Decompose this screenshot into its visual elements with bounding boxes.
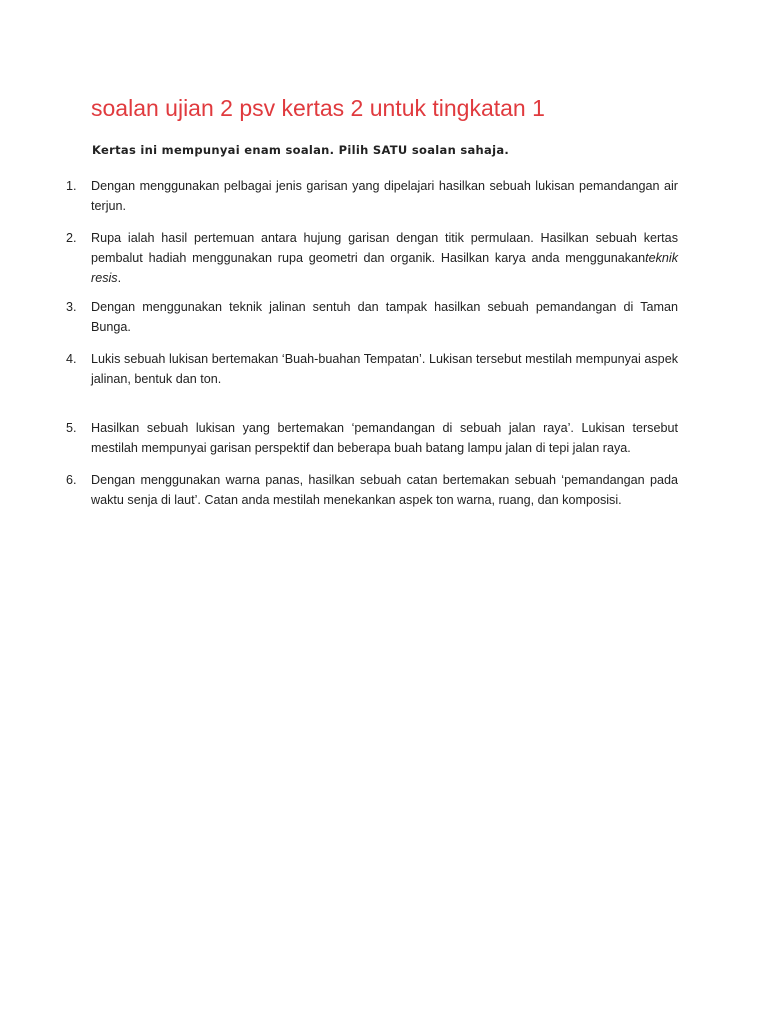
question-number: 3.	[66, 300, 77, 314]
question-number: 1.	[66, 179, 77, 193]
question-text: Dengan menggunakan pelbagai jenis garisan yang dipelajari hasilkan sebuah lukisan pemandangan air terjun.	[91, 179, 678, 213]
question-text: Dengan menggunakan teknik jalinan sentuh dan tampak hasilkan sebuah pemandangan di Taman Bunga.	[91, 300, 678, 334]
question-item-2	[66, 228, 678, 288]
question-text-main: Rupa ialah hasil pertemuan antara hujung garisan dengan titik permulaan. Hasilkan sebuah kertas pembalut hadiah menggunakan rupa geometri dan organik. Hasilkan karya anda menggunakan	[91, 231, 678, 265]
question-text: Lukis sebuah lukisan bertemakan ‘Buah-buahan Tempatan’. Lukisan tersebut mestilah mempunyai aspek jalinan, bentuk dan ton.	[91, 352, 678, 386]
question-item-4	[66, 349, 678, 389]
question-text-suffix: .	[117, 271, 122, 285]
question-number: 5.	[66, 421, 77, 435]
question-text: Hasilkan sebuah lukisan yang bertemakan ‘pemandangan di sebuah jalan raya’. Lukisan tersebut mestilah mempunyai garisan perspektif dan beberapa buah batang lampu jalan di tepi jalan raya.	[91, 421, 678, 455]
question-item-1	[66, 176, 678, 216]
question-item-3	[66, 297, 678, 337]
question-item-5	[66, 418, 678, 458]
question-number: 6.	[66, 473, 77, 487]
question-number: 4.	[66, 352, 77, 366]
question-emphasis: teknik resis	[91, 251, 678, 285]
document-title: soalan ujian 2 psv kertas 2 untuk tingkatan 1	[91, 95, 545, 121]
question-item-6	[66, 470, 678, 510]
question-number: 2.	[66, 231, 77, 245]
exam-instruction: Kertas ini mempunyai enam soalan. Pilih SATU soalan sahaja.	[92, 143, 510, 157]
question-text	[91, 228, 678, 288]
question-text: Dengan menggunakan warna panas, hasilkan sebuah catan bertemakan sebuah ‘pemandangan pada waktu senja di laut’. Catan anda mestilah menekankan aspek ton warna, ruang, dan komposisi.	[91, 473, 678, 507]
